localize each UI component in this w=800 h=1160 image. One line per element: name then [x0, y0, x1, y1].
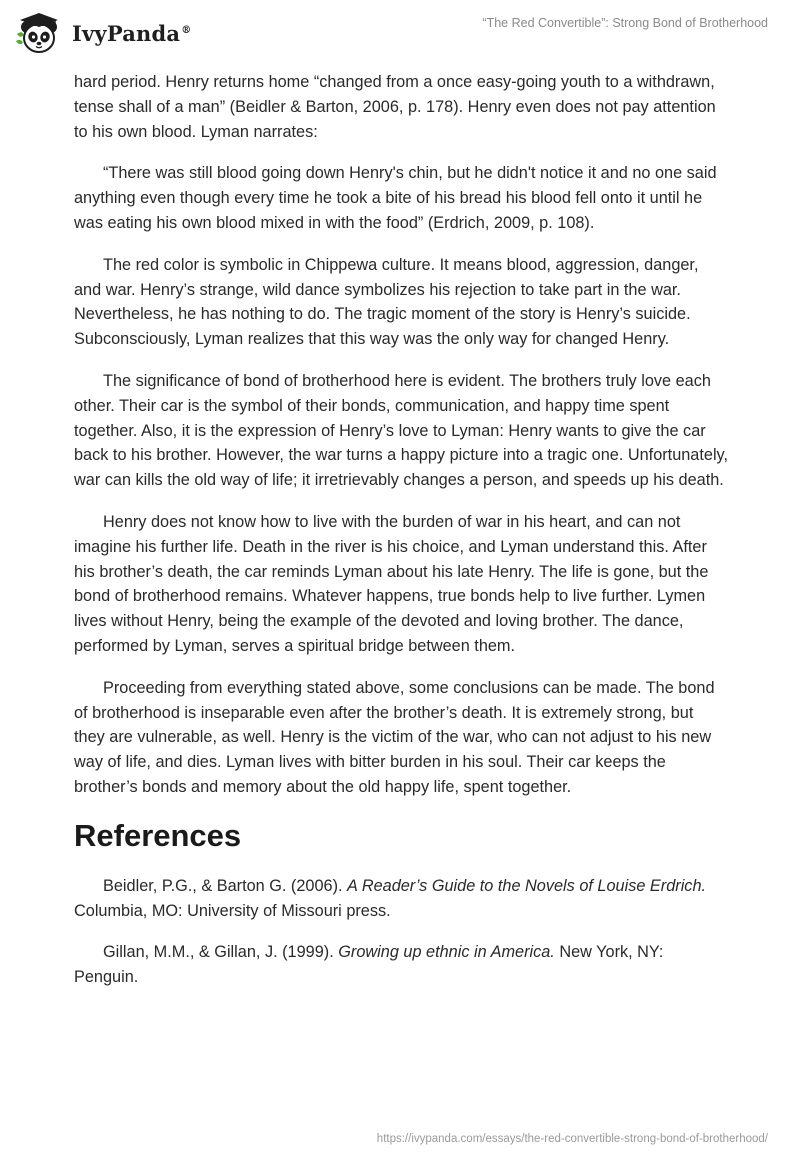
- essay-body: [74, 70, 728, 1007]
- reference-title: A Reader’s Guide to the Novels of Louise Erdrich.: [347, 876, 707, 895]
- source-url[interactable]: https://ivypanda.com/essays/the-red-convertible-strong-bond-of-brotherhood/: [376, 1133, 768, 1145]
- ivypanda-logo[interactable]: [14, 8, 204, 58]
- reference-title: Growing up ethnic in America.: [338, 943, 555, 962]
- brand-name: IvyPanda®: [72, 20, 192, 46]
- reference-item: Beidler, P.G., & Barton G. (2006). A Reader’s Guide to the Novels of Louise Erdrich. Columbia, MO: University of Missouri press.: [74, 876, 707, 920]
- block-quote: “There was still blood going down Henry's chin, but he didn't notice it and no one said anything even though every time he took a bite of his bread his blood fell onto it until he was eating his own blood mixed in with the food” (Erdrich, 2009, p. 108).: [74, 164, 717, 232]
- paragraph: Henry does not know how to live with the burden of war in his heart, and can not imagine his further life. Death in the river is his choice, and Lyman understand this. After his brother’s death, the car reminds Lyman about his late Henry. The life is gone, but the bond of brotherhood remains. Whatever happens, true bonds help to live further. Lymen lives without Henry, being the example of the devoted and loving brother. The dance, performed by Lyman, serves a spiritual bridge between them.: [74, 512, 709, 655]
- page-header: [0, 0, 800, 64]
- paragraph-continuation: hard period. Henry returns home “changed from a once easy-going youth to a withdrawn, tense shall of a man” (Beidler & Barton, 2006, p. 178). Henry even does not pay attention to his own blood. Lyman narrates:: [74, 73, 716, 141]
- panda-graduate-icon: [14, 8, 64, 58]
- paragraph: The red color is symbolic in Chippewa culture. It means blood, aggression, danger, and war. Henry’s strange, wild dance symbolizes his rejection to take part in the war. Nevertheless, he has nothing to do. The tragic moment of the story is Henry’s suicide. Subconsciously, Lyman realizes that this way was the only way for changed Henry.: [74, 255, 699, 349]
- paragraph: The significance of bond of brotherhood here is evident. The brothers truly love each other. Their car is the symbol of their bonds, communication, and happy time spent together. Also, it is the expression of Henry’s love to Lyman: Henry wants to give the car back to his brother. However, the war turns a happy picture into a tragic one. Unfortunately, war can kills the old way of life; it irretrievably changes a person, and speeds up his death.: [74, 371, 729, 490]
- document-title: “The Red Convertible”: Strong Bond of Brotherhood: [482, 16, 768, 30]
- reference-item: Gillan, M.M., & Gillan, J. (1999). Growing up ethnic in America. New York, NY: Penguin.: [74, 943, 664, 987]
- paragraph: Proceeding from everything stated above, some conclusions can be made. The bond of brotherhood is inseparable even after the brother’s death. It is extremely strong, but they are vulnerable, as well. Henry is the victim of the war, who can not adjust to his new way of life, and dies. Lyman lives with bitter burden in his soul. Their car keeps the brother’s bonds and memory about the old happy life, spent together.: [74, 678, 715, 796]
- registered-mark: ®: [181, 24, 192, 36]
- references-heading: References: [74, 817, 242, 853]
